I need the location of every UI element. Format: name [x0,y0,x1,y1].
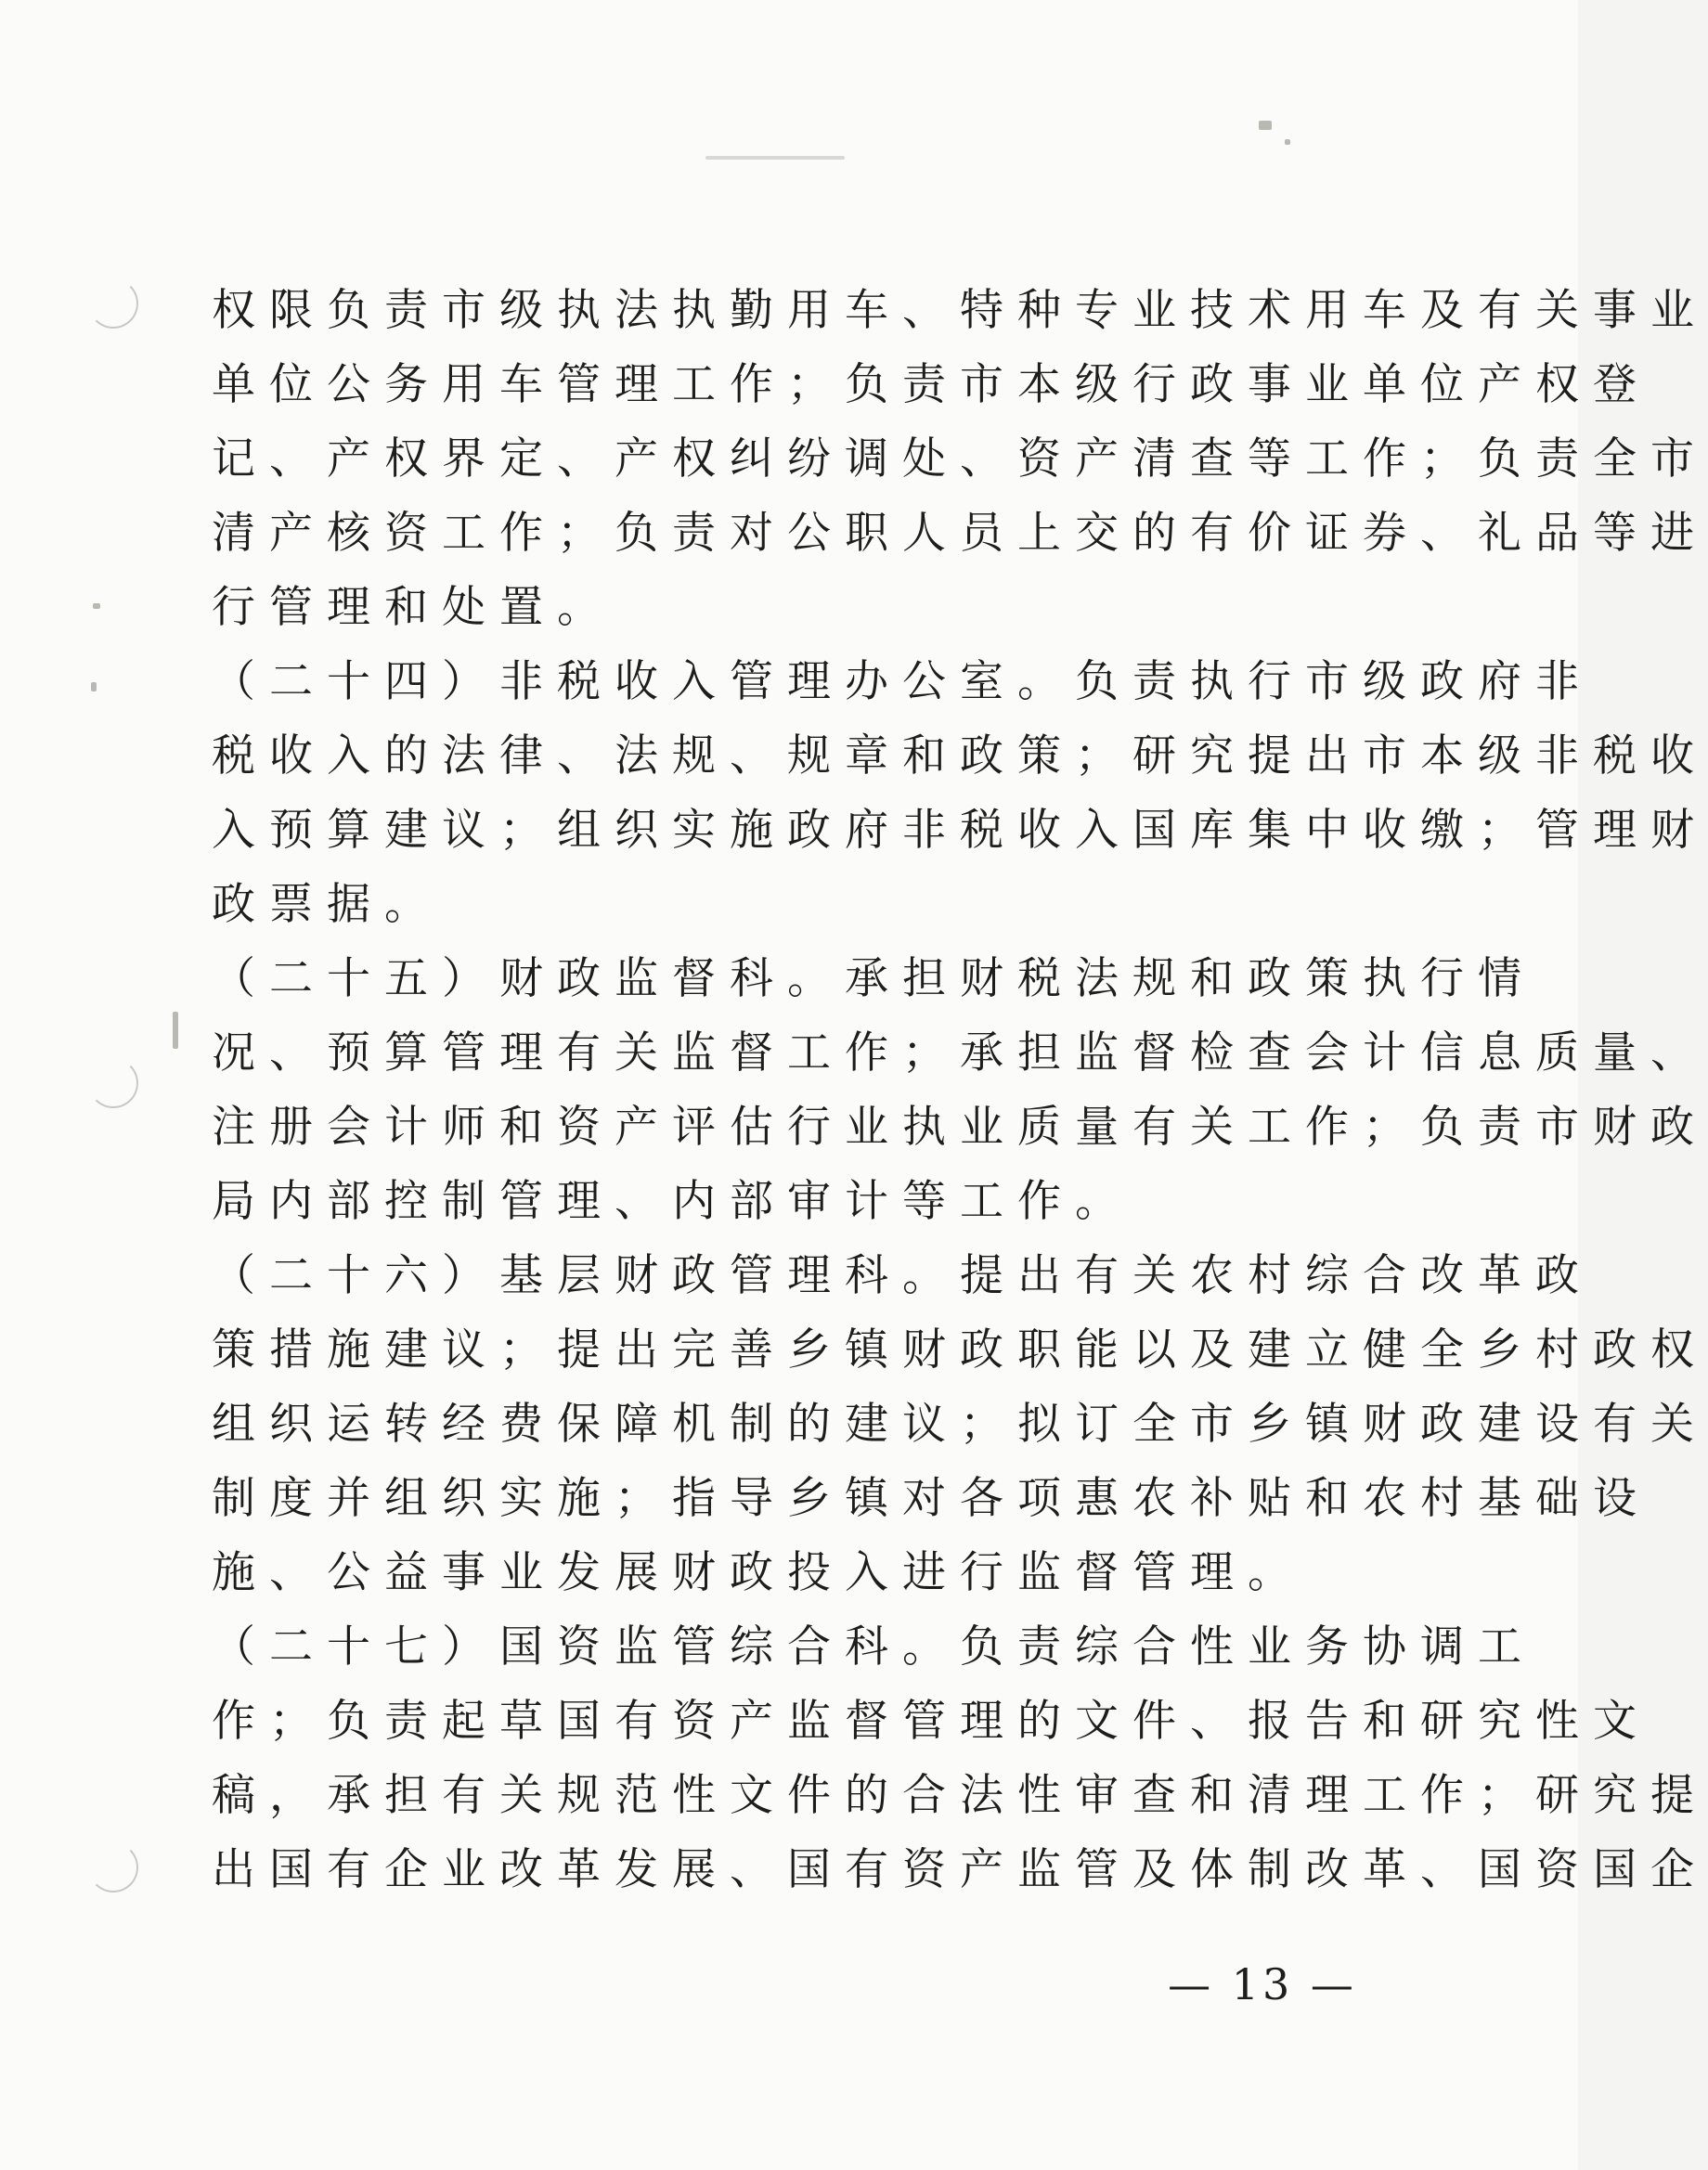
text-line: （二十五）财政监督科。承担财税法规和政策执行情 [212,953,1535,1004]
text-line: 出国有企业改革发展、国有资产监管及体制改革、国资国企 [212,1844,1708,1895]
header-smudge [705,156,845,160]
text-line: 入预算建议；组织实施政府非税收入国库集中收缴；管理财 [212,805,1708,856]
scan-speck [91,682,97,691]
page-number: — 13 — [1168,1959,1357,2009]
text-line: 况、预算管理有关监督工作；承担监督检查会计信息质量、 [212,1027,1708,1079]
text-line: 施、公益事业发展财政投入进行监督管理。 [212,1547,1305,1598]
text-line: 单位公务用车管理工作；负责市本级行政事业单位产权登 [212,359,1650,410]
binder-hole-mark [88,1842,138,1892]
text-line: 行管理和处置。 [212,582,615,633]
binder-hole-mark [88,278,138,329]
text-line: （二十七）国资监管综合科。负责综合性业务协调工 [212,1621,1535,1673]
text-line: 局内部控制管理、内部审计等工作。 [212,1176,1132,1227]
text-line: （二十四）非税收入管理办公室。负责执行市级政府非 [212,656,1593,707]
text-line: 注册会计师和资产评估行业执业质量有关工作；负责市财政 [212,1102,1708,1153]
text-line: 稿，承担有关规范性文件的合法性审查和清理工作；研究提 [212,1770,1708,1821]
text-line: 组织运转经费保障机制的建议；拟订全市乡镇财政建设有关 [212,1399,1708,1450]
text-line: （二十六）基层财政管理科。提出有关农村综合改革政 [212,1250,1593,1301]
text-line: 制度并组织实施；指导乡镇对各项惠农补贴和农村基础设 [212,1473,1650,1524]
text-line: 作；负责起草国有资产监督管理的文件、报告和研究性文 [212,1696,1650,1747]
binder-hole-mark [88,1058,138,1108]
text-line: 记、产权界定、产权纠纷调处、资产清查等工作；负责全市 [212,433,1708,484]
text-line: 策措施建议；提出完善乡镇财政职能以及建立健全乡村政权 [212,1324,1708,1376]
scan-speck [173,1012,178,1049]
scan-speck [93,603,100,609]
scan-speck [1259,121,1272,130]
text-line: 税收入的法律、法规、规章和政策；研究提出市本级非税收 [212,730,1708,781]
text-line: 清产核资工作；负责对公职人员上交的有价证券、礼品等进 [212,508,1708,559]
text-line: 政票据。 [212,879,442,930]
text-line: 权限负责市级执法执勤用车、特种专业技术用车及有关事业 [212,285,1708,336]
scan-speck [1285,139,1290,145]
